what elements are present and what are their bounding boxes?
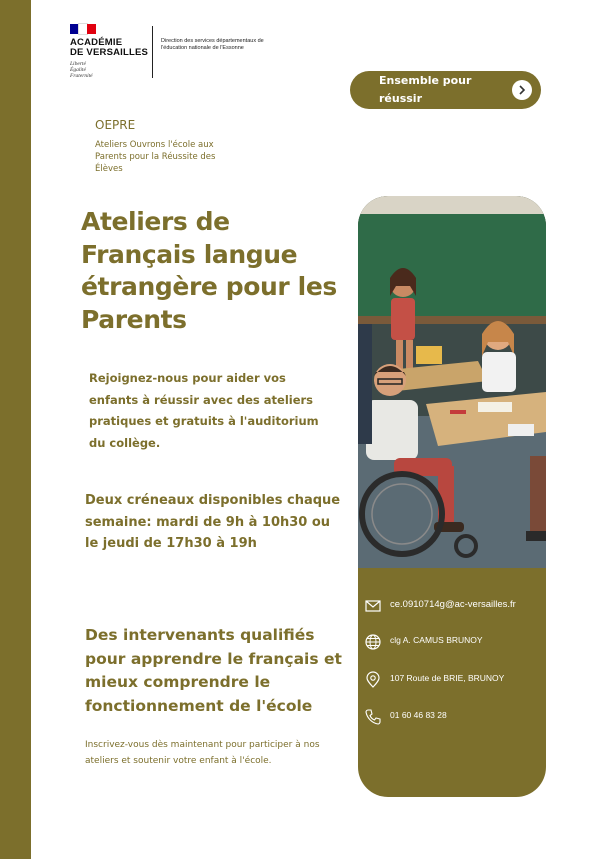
motto-liberte: Liberté (70, 61, 86, 67)
speakers-paragraph: Des intervenants qualifiés pour apprendre le français et mieux comprendre le fonctionnement de l'école (85, 626, 342, 715)
logo-motto (70, 61, 148, 79)
email-icon (364, 597, 382, 615)
phone-icon (364, 708, 382, 726)
chevron-right-icon[interactable] (512, 80, 532, 100)
ensemble-pill[interactable] (350, 71, 541, 109)
contact-website[interactable] (358, 631, 546, 653)
contact-address[interactable] (358, 669, 546, 691)
logo-divider (152, 26, 153, 78)
globe-icon (364, 633, 382, 651)
contact-phone-text: 01 60 46 83 28 (390, 710, 447, 720)
motto-egalite: Égalité (70, 67, 86, 73)
oepre-title: OEPRE (95, 118, 136, 132)
contact-email-text: ce.0910714g@ac-versailles.fr (390, 599, 516, 610)
direction-text: Direction des services départementaux de l'éducation nationale de l'Essonne (161, 38, 264, 51)
french-flag-icon (70, 24, 96, 34)
contact-phone[interactable] (358, 706, 546, 728)
left-accent-bar (0, 0, 31, 859)
contact-website-text: clg A. CAMUS BRUNOY (390, 635, 483, 645)
motto-fraternite: Fraternité (70, 73, 93, 79)
academie-logo (70, 24, 148, 79)
classroom-illustration (358, 196, 546, 568)
contact-address-text: 107 Route de BRIE, BRUNOY (390, 673, 505, 683)
contact-email[interactable] (358, 595, 546, 617)
schedule-paragraph: Deux créneaux disponibles chaque semaine: mardi de 9h à 10h30 ou le jeudi de 17h30 à 19h (85, 493, 341, 551)
oepre-subtitle: Ateliers Ouvrons l'école aux Parents pour la Réussite des Élèves (95, 140, 216, 174)
location-pin-icon (364, 671, 382, 689)
page-title: Ateliers de Français langue étrangère pour les Parents (81, 207, 337, 334)
logo-line-2: DE VERSAILLES (70, 47, 149, 58)
logo-line-1: ACADÉMIE (70, 37, 123, 48)
intro-paragraph: Rejoignez-nous pour aider vos enfants à réussir avec des ateliers pratiques et gratuits à l'auditorium du collège. (89, 371, 319, 450)
call-to-action: Inscrivez-vous dès maintenant pour participer à nos ateliers et soutenir votre enfant à l'école. (85, 740, 320, 766)
pill-label: Ensemble pour réussir (379, 74, 472, 105)
info-card (358, 196, 546, 797)
